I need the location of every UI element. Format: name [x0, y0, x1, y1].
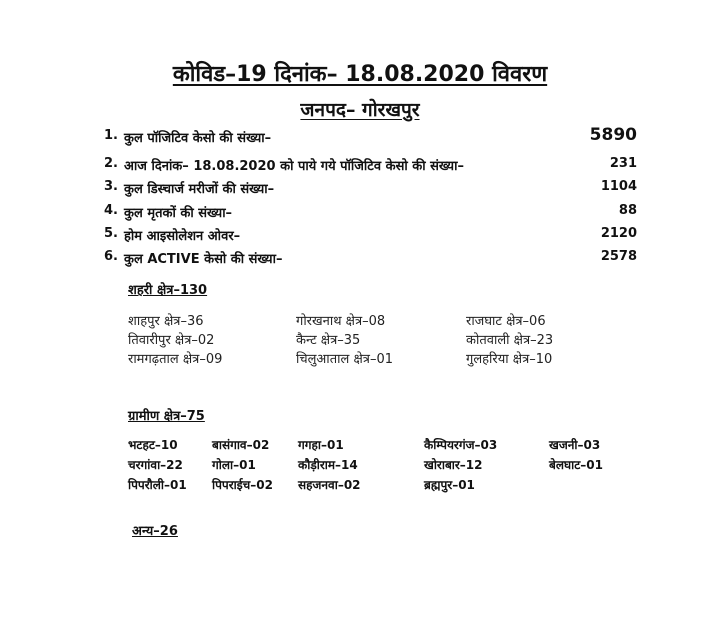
rural-block-count: सहजनवा–02	[298, 478, 361, 492]
stat-value: 1104	[600, 179, 637, 194]
stat-number: 1.	[104, 128, 118, 143]
stat-label: कुल मृतकों की संख्या–	[124, 206, 233, 221]
rural-block-count: ब्रह्मपुर–01	[424, 478, 475, 492]
rural-heading: ग्रामीण क्षेत्र–75	[128, 409, 205, 424]
stat-number: 2.	[104, 156, 118, 171]
stat-label: कुल पॉजिटिव केसो की संख्या–	[124, 131, 272, 146]
rural-block-count: भटहट–10	[128, 438, 178, 452]
rural-block-count: खोराबार–12	[424, 458, 483, 472]
rural-block-count: बासंगाव–02	[212, 438, 270, 452]
urban-area-count: गोरखनाथ क्षेत्र–08	[296, 314, 386, 329]
stat-number: 6.	[104, 249, 118, 264]
urban-area-count: रामगढ़ताल क्षेत्र–09	[128, 352, 223, 367]
stat-number: 3.	[104, 179, 118, 194]
rural-block-count: कौड़ीराम–14	[298, 458, 358, 472]
urban-area-count: गुलहरिया क्षेत्र–10	[466, 352, 553, 367]
stat-label: कुल डिस्चार्ज मरीजों की संख्या–	[124, 182, 275, 197]
rural-block-count: गगहा–01	[298, 438, 344, 452]
stat-label: आज दिनांक– 18.08.2020 को पाये गये पॉजिटिव केसो की संख्या–	[124, 159, 464, 174]
urban-heading: शहरी क्षेत्र–130	[128, 283, 208, 298]
urban-area-count: कैन्ट क्षेत्र–35	[296, 333, 361, 348]
district-heading: जनपद– गोरखपुर	[300, 99, 420, 121]
rural-block-count: गोला–01	[212, 458, 256, 472]
urban-area-count: चिलुआताल क्षेत्र–01	[296, 352, 393, 367]
urban-area-count: तिवारीपुर क्षेत्र–02	[128, 333, 215, 348]
urban-area-count: कोतवाली क्षेत्र–23	[466, 333, 554, 348]
rural-block-count: बेलघाट–01	[549, 458, 603, 472]
urban-area-count: शाहपुर क्षेत्र–36	[128, 314, 204, 329]
stat-number: 5.	[104, 226, 118, 241]
stat-value: 2120	[600, 226, 637, 241]
stat-value: 5890	[589, 125, 637, 145]
urban-area-count: राजघाट क्षेत्र–06	[466, 314, 546, 329]
stat-value: 88	[618, 203, 637, 218]
stat-label: कुल ACTIVE केसो की संख्या–	[124, 252, 283, 267]
stat-number: 4.	[104, 203, 118, 218]
rural-block-count: खजनी–03	[549, 438, 601, 452]
rural-block-count: पिपरौली–01	[128, 478, 187, 492]
stat-value: 2578	[600, 249, 637, 264]
rural-block-count: कैम्पियरगंज–03	[424, 438, 498, 452]
rural-block-count: चरगांवा–22	[128, 458, 183, 472]
stat-label: होम आइसोलेशन ओवर–	[124, 229, 241, 244]
document-title: कोविड–19 दिनांक– 18.08.2020 विवरण	[172, 62, 548, 87]
rural-block-count: पिपराईच–02	[212, 478, 273, 492]
other-heading: अन्य–26	[132, 524, 178, 539]
stat-value: 231	[609, 156, 637, 171]
